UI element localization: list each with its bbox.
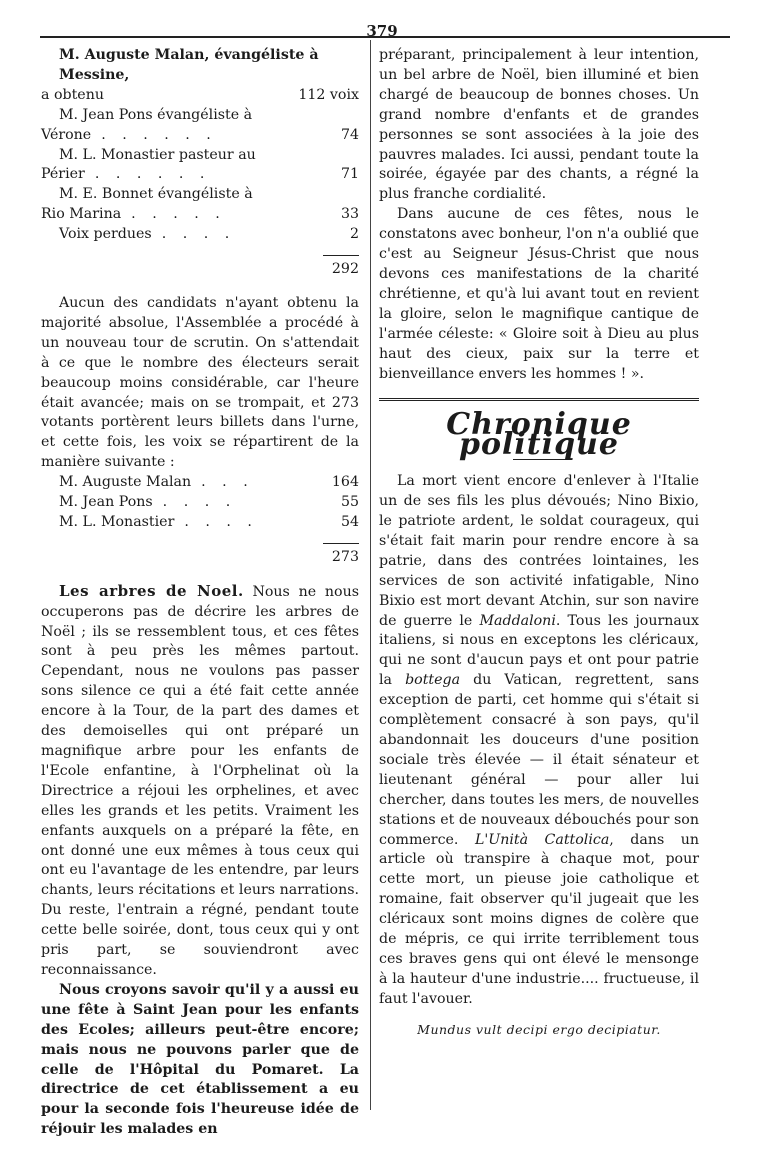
- vote-row: M. Jean Pons . . . . 55: [41, 493, 359, 513]
- latin-motto: Mundus vult decipi ergo decipiatur.: [417, 1021, 661, 1037]
- newspaper-name: L'Unità Cattolica: [474, 831, 610, 848]
- column-divider: [370, 40, 371, 1110]
- vote-row: M. Auguste Malan . . . 164: [41, 473, 359, 493]
- candidate-cont: Voix perdues: [59, 226, 152, 243]
- paragraph-second-round: Aucun des candidats n'ayant obtenu la majorité absolue, l'Assemblée a procédé à un nouveau tour de scrutin. On s'attendait à ce que le nombre des électeurs serait beaucoup moins considérable, car l'heure était avancée; mais on se trompait, et 273 votants portèrent leurs billets dans l'urne, et cette fois, les voix se répartirent de la manière suivante :: [41, 294, 359, 471]
- section-rule: [379, 398, 699, 401]
- vote-row: Périer . . . . . . 71: [41, 165, 359, 185]
- vote-count: 74: [340, 126, 359, 143]
- paragraph-continuation: préparant, principalement à leur intention, un bel arbre de Noël, bien illuminé et bien chargé de beaucoup de bonnes choses. Un grand nombre d'enfants et de grandes personnes se sont associées à la joie des pauvres malades. Ici aussi, pendant toute la soirée, égayée par des chants, a régné la plus franche cordialité.: [379, 47, 699, 203]
- chronique-text-1: La mort vient encore d'enlever à l'Italie un de ses fils les plus dévoués; Nino Bixio, le patriote ardent, le soldat courageux, qui s'était fait marin pour rendre encore à sa patrie, dans des contrées lointaines, les services de son activité infatigable, Nino Bixio est mort devant Atchin, sur son navire de guerre le: [379, 473, 699, 629]
- paragraph-feasts: Dans aucune de ces fêtes, nous le constatons avec bonheur, l'on n'a oublié que c'est au Seigneur Jésus-Christ que nous devons ces manifestations de la charité chrétienne, et qu'à lui avant tout en revient la gloire, selon le magnifique cantique de l'armée céleste: « Gloire soit à Dieu au plus haut des cieux, paix sur la terre et bienveillance envers les hommes ! ».: [379, 206, 699, 382]
- candidate-cont: a obtenu: [41, 86, 104, 103]
- vote-row: M. L. Monastier . . . . 54: [41, 513, 359, 533]
- vote-count: 112 voix: [298, 86, 359, 103]
- left-column: [41, 46, 359, 1140]
- vote-count: 2: [349, 226, 359, 243]
- right-column: [379, 46, 699, 1040]
- candidate-line: M. Jean Pons évangéliste à: [59, 106, 253, 123]
- candidate-line: M. L. Monastier pasteur au: [59, 146, 256, 163]
- vote-count: 33: [340, 206, 359, 223]
- sum-rule: [323, 543, 359, 544]
- vote-row: [41, 86, 359, 106]
- vote-row: Vérone . . . . . . 74: [41, 126, 359, 146]
- election-results-first-round: [41, 46, 359, 280]
- paragraph-noel: [41, 582, 359, 981]
- candidate-cont: Rio Marina: [41, 206, 122, 223]
- section-heading-noel: Les arbres de Noel.: [59, 581, 244, 600]
- vote-count: 164: [331, 474, 359, 491]
- candidate-name: M. Jean Pons: [59, 494, 153, 511]
- vote-total: 273: [331, 548, 359, 565]
- candidate-line: M. Auguste Malan, évangéliste à Messine,: [59, 47, 319, 83]
- election-results-second-round: [41, 473, 359, 568]
- bottega-word: bottega: [405, 672, 461, 689]
- chronique-text-2: . Tous les journaux italiens, si nous en exceptons les cléricaux, qui ne sont d'aucun pays et ont pour patrie la: [379, 612, 700, 689]
- candidate-cont: Périer: [41, 166, 85, 183]
- section-title-chronique: Chronique politique: [446, 407, 632, 463]
- chronique-text-4: , dans un article où transpire à chaque mot, pour cette mort, un pieuse joie catholique et romaine, fait observer qu'il jugeait que les cléricaux sont moins dignes de colère que de mépris, ce qui irrite terriblement tous ces braves gens qui ont élevé le mensonge à la hauteur d'une industrie.... fructueuse, il faut l'avouer.: [379, 831, 699, 1007]
- vote-row: Voix perdues . . . . 2: [41, 225, 359, 245]
- chronique-text-3: du Vatican, regrettent, sans exception de parti, cet homme qui s'était si complètement consacré à son pays, qu'il abandonnait les douceurs d'une position sociale très élevée — il était sénateur et lieutenant général — pour aller lui chercher, dans toutes les mers, de nouvelles stations et de nouveaux débouchés pour son commerce.: [379, 672, 699, 848]
- ship-name: Maddaloni: [479, 612, 556, 629]
- candidate-line: M. E. Bonnet évangéliste à: [59, 186, 253, 203]
- vote-row: Rio Marina . . . . . 33: [41, 205, 359, 225]
- sum-rule: [323, 255, 359, 256]
- header-rule: [40, 36, 730, 38]
- paragraph-noel-2: Nous croyons savoir qu'il y a aussi eu une fête à Saint Jean pour les enfants des Ecoles; ailleurs peut-être encore; mais nous ne pouvons parler que de celle de l'Hôpital du Pomaret. La directrice de cet établissement a eu pour la seconde fois l'heureuse idée de réjouir les malades en: [41, 981, 359, 1138]
- candidate-name: M. L. Monastier: [59, 513, 175, 530]
- candidate-cont: Vérone: [41, 126, 92, 143]
- vote-count: 54: [340, 513, 359, 530]
- candidate-name: M. Auguste Malan: [59, 474, 192, 491]
- vote-count: 71: [340, 166, 359, 183]
- noel-text-1: Nous ne nous occuperons pas de décrire les arbres de Noël ; ils se ressemblent tous, et ces fêtes sont à peu près les mêmes partout. Cependant, nous ne voulons pas passer sons silence ce qui a été fait cette année encore à la Tour, de la part des dames et des demoiselles qui ont préparé un magnifique arbre pour les enfants de l'Ecole enfantine, à l'Orphelinat où la Directrice a réjoui les orphelines, et avec elles les grands et les petits. Vraiment les enfants auxquels on a préparé la fête, en ont donné une eux mêmes à tous ceux qui ont eu l'avantage de les entendre, par leurs chants, leurs récitations et leurs narrations. Du reste, l'entrain a régné, pendant toute cette belle soirée, dont, tous ceux qui y ont pris part, se souviendront avec reconnaissance.: [41, 583, 359, 978]
- paragraph-chronique: [379, 472, 699, 1009]
- vote-total: 292: [331, 261, 359, 278]
- vote-count: 55: [340, 494, 359, 511]
- page-number: 379: [366, 22, 398, 40]
